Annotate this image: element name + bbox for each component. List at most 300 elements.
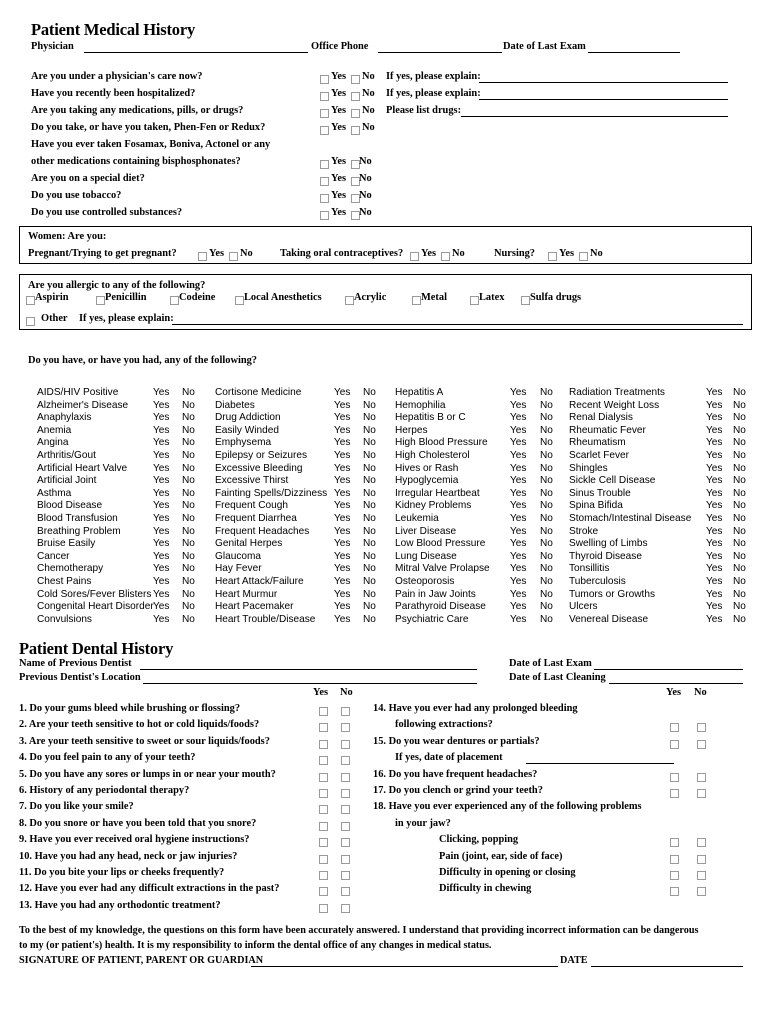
contraceptives-no-checkbox[interactable] <box>441 252 450 261</box>
condition-yes-option[interactable]: Yes <box>510 487 527 499</box>
condition-yes-option[interactable]: Yes <box>334 399 351 411</box>
signature-label: SIGNATURE OF PATIENT, PARENT OR GUARDIAN <box>19 955 264 966</box>
dental-question-no-checkbox[interactable] <box>697 855 706 864</box>
condition-no-option[interactable]: No <box>363 450 376 461</box>
condition-no-option[interactable]: No <box>182 487 195 499</box>
condition-yes-option[interactable]: Yes <box>334 538 351 550</box>
condition-label: Glaucoma <box>215 550 262 562</box>
condition-no-option[interactable]: No <box>540 475 553 487</box>
dental-question-no-checkbox[interactable] <box>697 723 706 732</box>
condition-no-option[interactable]: No <box>733 424 746 436</box>
q2-no-checkbox[interactable] <box>351 92 360 101</box>
condition-no-option[interactable]: No <box>733 475 746 487</box>
condition-label: Frequent Headaches <box>215 525 310 537</box>
office-phone-input[interactable] <box>378 52 502 53</box>
condition-no-option[interactable]: No <box>363 588 376 600</box>
allergy-metal-checkbox[interactable] <box>412 296 421 305</box>
condition-yes-option[interactable]: Yes <box>153 412 170 424</box>
condition-label: Hepatitis A <box>395 387 444 398</box>
pregnant-yes-checkbox[interactable] <box>198 252 207 261</box>
dental-question-no-checkbox[interactable] <box>341 904 350 913</box>
condition-yes-option[interactable]: Yes <box>510 500 527 512</box>
condition-yes-option[interactable]: Yes <box>153 462 170 474</box>
condition-no-option[interactable]: No <box>363 550 376 562</box>
dental-question-no-checkbox[interactable] <box>341 871 350 880</box>
consent-line-1: To the best of my knowledge, the questions on this form have been accurately answered. I understand that providing incorrect information can be dangerous <box>19 925 699 936</box>
dental-question-yes-checkbox[interactable] <box>319 855 328 864</box>
condition-no-option[interactable]: No <box>363 412 376 424</box>
condition-yes-option[interactable]: Yes <box>510 450 527 461</box>
allergy-latex-checkbox[interactable] <box>470 296 479 305</box>
condition-no-option[interactable]: No <box>363 462 376 474</box>
condition-no-option[interactable]: No <box>733 387 746 398</box>
dental-question-yes-checkbox[interactable] <box>319 723 328 732</box>
condition-yes-option[interactable]: Yes <box>706 576 723 587</box>
condition-no-option[interactable]: No <box>363 500 376 512</box>
q5-yes-checkbox[interactable] <box>320 160 329 169</box>
condition-yes-option[interactable]: Yes <box>706 588 723 600</box>
allergy-other-input[interactable] <box>172 324 743 325</box>
condition-no-option[interactable]: No <box>182 475 195 487</box>
condition-label: Diabetes <box>215 399 255 411</box>
condition-label: Spina Bifida <box>569 500 623 512</box>
condition-label: Thyroid Disease <box>569 550 642 562</box>
condition-no-option[interactable]: No <box>182 563 195 575</box>
q6-yes-label: Yes <box>331 173 347 184</box>
condition-yes-option[interactable]: Yes <box>706 500 723 512</box>
condition-yes-option[interactable]: Yes <box>153 576 170 587</box>
condition-label: Hay Fever <box>215 563 262 575</box>
condition-no-option[interactable]: No <box>733 462 746 474</box>
condition-no-option[interactable]: No <box>733 450 746 461</box>
medical-question-label: Have you recently been hospitalized? <box>31 88 196 99</box>
condition-label: Hemophilia <box>395 399 446 411</box>
condition-yes-option[interactable]: Yes <box>706 475 723 487</box>
condition-yes-option[interactable]: Yes <box>334 462 351 474</box>
condition-yes-option[interactable]: Yes <box>334 513 351 524</box>
q4-yes-checkbox[interactable] <box>320 126 329 135</box>
condition-yes-option[interactable]: Yes <box>510 550 527 562</box>
dental-last-cleaning-label: Date of Last Cleaning <box>509 672 606 683</box>
q8-yes-checkbox[interactable] <box>320 211 329 220</box>
condition-no-option[interactable]: No <box>363 399 376 411</box>
condition-label: Heart Trouble/Disease <box>215 613 316 625</box>
signature-input[interactable] <box>251 966 558 967</box>
q3-drugs-input[interactable] <box>461 116 728 117</box>
dental-last-cleaning-input[interactable] <box>609 683 743 684</box>
condition-yes-option[interactable]: Yes <box>334 412 351 424</box>
condition-yes-option[interactable]: Yes <box>510 399 527 411</box>
dental-question-yes-checkbox[interactable] <box>319 871 328 880</box>
dental-question-yes-checkbox[interactable] <box>670 789 679 798</box>
dental-question-label: following extractions? <box>395 719 493 731</box>
condition-yes-option[interactable]: Yes <box>334 500 351 512</box>
condition-label: Mitral Valve Prolapse <box>395 563 490 575</box>
condition-yes-option[interactable]: Yes <box>153 613 170 625</box>
condition-yes-option[interactable]: Yes <box>706 601 723 613</box>
condition-no-option[interactable]: No <box>540 437 553 449</box>
condition-yes-option[interactable]: Yes <box>334 525 351 537</box>
condition-yes-option[interactable]: Yes <box>706 387 723 398</box>
condition-yes-option[interactable]: Yes <box>706 462 723 474</box>
condition-no-option[interactable]: No <box>182 437 195 449</box>
dental-question-yes-checkbox[interactable] <box>670 887 679 896</box>
dental-question-no-checkbox[interactable] <box>341 789 350 798</box>
condition-yes-option[interactable]: Yes <box>153 387 170 398</box>
q1-followup-label: If yes, please explain: <box>386 71 481 82</box>
condition-no-option[interactable]: No <box>363 576 376 587</box>
condition-no-option[interactable]: No <box>540 500 553 512</box>
condition-yes-option[interactable]: Yes <box>334 450 351 461</box>
dental-question-yes-checkbox[interactable] <box>670 855 679 864</box>
condition-yes-option[interactable]: Yes <box>153 538 170 550</box>
condition-no-option[interactable]: No <box>540 538 553 550</box>
condition-label: Genital Herpes <box>215 538 283 550</box>
allergy-other-checkbox[interactable] <box>26 317 35 326</box>
q5-yes-label: Yes <box>331 156 347 167</box>
contraceptives-yes-checkbox[interactable] <box>410 252 419 261</box>
condition-yes-option[interactable]: Yes <box>510 424 527 436</box>
dental-question-no-checkbox[interactable] <box>341 707 350 716</box>
pregnant-label: Pregnant/Trying to get pregnant? <box>28 248 177 259</box>
denture-placement-date-input[interactable] <box>526 763 674 764</box>
condition-no-option[interactable]: No <box>182 450 195 461</box>
q8-no-label: No <box>359 207 372 218</box>
condition-no-option[interactable]: No <box>540 525 553 537</box>
condition-no-option[interactable]: No <box>540 601 553 613</box>
condition-no-option[interactable]: No <box>182 538 195 550</box>
nursing-no-checkbox[interactable] <box>579 252 588 261</box>
condition-label: Herpes <box>395 424 428 436</box>
condition-no-option[interactable]: No <box>363 563 376 575</box>
condition-no-option[interactable]: No <box>733 563 746 575</box>
q6-yes-checkbox[interactable] <box>320 177 329 186</box>
dental-question-no-checkbox[interactable] <box>341 740 350 749</box>
allergy-acrylic-checkbox[interactable] <box>345 296 354 305</box>
condition-yes-option[interactable]: Yes <box>510 613 527 625</box>
signature-date-input[interactable] <box>591 966 743 967</box>
q1-explain-input[interactable] <box>479 82 728 83</box>
dental-last-exam-input[interactable] <box>594 669 743 670</box>
dental-question-no-checkbox[interactable] <box>697 773 706 782</box>
condition-label: Osteoporosis <box>395 576 455 587</box>
condition-yes-option[interactable]: Yes <box>510 563 527 575</box>
dental-question-label: 10. Have you had any head, neck or jaw injuries? <box>19 850 238 862</box>
condition-label: Excessive Bleeding <box>215 462 303 474</box>
condition-label: Alzheimer's Disease <box>37 399 129 411</box>
condition-no-option[interactable]: No <box>182 412 195 424</box>
condition-no-option[interactable]: No <box>182 588 195 600</box>
condition-no-option[interactable]: No <box>182 500 195 512</box>
condition-label: Hepatitis B or C <box>395 412 466 424</box>
condition-yes-option[interactable]: Yes <box>510 475 527 487</box>
q3-no-label: No <box>362 105 375 116</box>
dental-question-yes-checkbox[interactable] <box>670 871 679 880</box>
dental-question-yes-checkbox[interactable] <box>670 740 679 749</box>
allergy-penicillin-checkbox[interactable] <box>96 296 105 305</box>
q2-no-label: No <box>362 88 375 99</box>
dental-question-label: 4. Do you feel pain to any of your teeth? <box>19 752 196 764</box>
condition-yes-option[interactable]: Yes <box>153 601 170 613</box>
condition-no-option[interactable]: No <box>733 588 746 600</box>
dental-question-yes-checkbox[interactable] <box>319 789 328 798</box>
condition-yes-option[interactable]: Yes <box>510 588 527 600</box>
condition-yes-option[interactable]: Yes <box>153 487 170 499</box>
condition-yes-option[interactable]: Yes <box>153 437 170 449</box>
condition-yes-option[interactable]: Yes <box>334 588 351 600</box>
condition-no-option[interactable]: No <box>540 412 553 424</box>
condition-yes-option[interactable]: Yes <box>706 487 723 499</box>
condition-yes-option[interactable]: Yes <box>706 563 723 575</box>
dental-question-no-checkbox[interactable] <box>341 838 350 847</box>
condition-no-option[interactable]: No <box>363 424 376 436</box>
condition-label: Lung Disease <box>395 550 457 562</box>
dental-question-no-checkbox[interactable] <box>697 838 706 847</box>
condition-label: Radiation Treatments <box>569 387 665 398</box>
condition-yes-option[interactable]: Yes <box>706 550 723 562</box>
previous-dentist-location-input[interactable] <box>143 683 477 684</box>
condition-yes-option[interactable]: Yes <box>334 563 351 575</box>
condition-no-option[interactable]: No <box>363 601 376 613</box>
dental-question-no-checkbox[interactable] <box>341 756 350 765</box>
condition-no-option[interactable]: No <box>733 550 746 562</box>
condition-yes-option[interactable]: Yes <box>706 437 723 449</box>
condition-no-option[interactable]: No <box>363 475 376 487</box>
q4-no-checkbox[interactable] <box>351 126 360 135</box>
condition-yes-option[interactable]: Yes <box>334 550 351 562</box>
condition-no-option[interactable]: No <box>733 399 746 411</box>
dental-question-no-checkbox[interactable] <box>341 773 350 782</box>
condition-yes-option[interactable]: Yes <box>510 601 527 613</box>
condition-yes-option[interactable]: Yes <box>153 424 170 436</box>
condition-no-option[interactable]: No <box>733 513 746 524</box>
dental-question-yes-checkbox[interactable] <box>319 838 328 847</box>
condition-label: Asthma <box>37 487 72 499</box>
dental-question-no-checkbox[interactable] <box>697 789 706 798</box>
date-last-exam-input[interactable] <box>588 52 680 53</box>
q1-no-checkbox[interactable] <box>351 75 360 84</box>
q7-yes-label: Yes <box>331 190 347 201</box>
condition-no-option[interactable]: No <box>540 513 553 524</box>
allergy-aspirin-label: Aspirin <box>35 292 69 303</box>
condition-yes-option[interactable]: Yes <box>334 601 351 613</box>
condition-label: Anaphylaxis <box>37 412 92 424</box>
condition-no-option[interactable]: No <box>182 399 195 411</box>
condition-label: Low Blood Pressure <box>395 538 486 550</box>
condition-yes-option[interactable]: Yes <box>334 437 351 449</box>
condition-no-option[interactable]: No <box>540 462 553 474</box>
condition-label: Renal Dialysis <box>569 412 633 424</box>
condition-no-option[interactable]: No <box>540 563 553 575</box>
medical-question-label: Have you ever taken Fosamax, Boniva, Actonel or any <box>31 139 271 150</box>
condition-yes-option[interactable]: Yes <box>153 399 170 411</box>
dental-question-label: 8. Do you snore or have you been told that you snore? <box>19 817 257 829</box>
q4-yes-label: Yes <box>331 122 347 133</box>
condition-yes-option[interactable]: Yes <box>153 475 170 487</box>
condition-yes-option[interactable]: Yes <box>510 387 527 398</box>
nursing-label: Nursing? <box>494 248 535 259</box>
dental-question-yes-checkbox[interactable] <box>319 740 328 749</box>
condition-yes-option[interactable]: Yes <box>153 450 170 461</box>
condition-no-option[interactable]: No <box>733 601 746 613</box>
condition-no-option[interactable]: No <box>733 412 746 424</box>
condition-label: Fainting Spells/Dizziness <box>215 487 328 499</box>
dental-question-yes-checkbox[interactable] <box>319 756 328 765</box>
dental-question-yes-checkbox[interactable] <box>319 773 328 782</box>
condition-no-option[interactable]: No <box>363 525 376 537</box>
dental-question-label: 18. Have you ever experienced any of the following problems <box>373 801 642 813</box>
condition-no-option[interactable]: No <box>540 576 553 587</box>
condition-yes-option[interactable]: Yes <box>706 513 723 524</box>
dental-question-label: 9. Have you ever received oral hygiene instructions? <box>19 834 250 846</box>
nursing-yes-checkbox[interactable] <box>548 252 557 261</box>
condition-yes-option[interactable]: Yes <box>334 576 351 587</box>
dental-question-label: Pain (joint, ear, side of face) <box>439 850 563 862</box>
q3-yes-checkbox[interactable] <box>320 109 329 118</box>
condition-label: Sickle Cell Disease <box>569 475 656 487</box>
dental-question-no-checkbox[interactable] <box>341 723 350 732</box>
condition-yes-option[interactable]: Yes <box>706 399 723 411</box>
condition-no-option[interactable]: No <box>733 538 746 550</box>
condition-label: Bruise Easily <box>37 538 96 550</box>
dental-question-no-checkbox[interactable] <box>341 805 350 814</box>
dental-question-yes-checkbox[interactable] <box>319 887 328 896</box>
condition-yes-option[interactable]: Yes <box>334 387 351 398</box>
condition-no-option[interactable]: No <box>182 550 195 562</box>
condition-no-option[interactable]: No <box>363 513 376 524</box>
dental-question-yes-checkbox[interactable] <box>670 723 679 732</box>
dental-question-no-checkbox[interactable] <box>697 740 706 749</box>
condition-yes-option[interactable]: Yes <box>153 525 170 537</box>
condition-yes-option[interactable]: Yes <box>334 487 351 499</box>
condition-yes-option[interactable]: Yes <box>706 525 723 537</box>
condition-no-option[interactable]: No <box>540 613 553 625</box>
condition-no-option[interactable]: No <box>540 487 553 499</box>
q2-yes-checkbox[interactable] <box>320 92 329 101</box>
condition-yes-option[interactable]: Yes <box>334 424 351 436</box>
dental-question-no-checkbox[interactable] <box>341 822 350 831</box>
dental-question-no-checkbox[interactable] <box>697 887 706 896</box>
condition-yes-option[interactable]: Yes <box>510 462 527 474</box>
condition-yes-option[interactable]: Yes <box>510 412 527 424</box>
dental-question-yes-checkbox[interactable] <box>670 773 679 782</box>
condition-yes-option[interactable]: Yes <box>706 424 723 436</box>
dental-question-yes-checkbox[interactable] <box>319 904 328 913</box>
condition-label: High Blood Pressure <box>395 437 488 449</box>
condition-no-option[interactable]: No <box>182 576 195 587</box>
allergy-local-anesthetics-checkbox[interactable] <box>235 296 244 305</box>
condition-yes-option[interactable]: Yes <box>153 563 170 575</box>
dental-question-yes-checkbox[interactable] <box>670 838 679 847</box>
condition-no-option[interactable]: No <box>540 424 553 436</box>
condition-no-option[interactable]: No <box>363 538 376 550</box>
condition-label: Psychiatric Care <box>395 613 469 625</box>
q3-no-checkbox[interactable] <box>351 109 360 118</box>
condition-yes-option[interactable]: Yes <box>153 588 170 600</box>
allergy-aspirin-checkbox[interactable] <box>26 296 35 305</box>
pregnant-no-checkbox[interactable] <box>229 252 238 261</box>
condition-label: Anemia <box>37 424 72 436</box>
condition-no-option[interactable]: No <box>182 462 195 474</box>
condition-yes-option[interactable]: Yes <box>334 475 351 487</box>
condition-yes-option[interactable]: Yes <box>510 525 527 537</box>
allergy-sulfa-drugs-checkbox[interactable] <box>521 296 530 305</box>
condition-no-option[interactable]: No <box>540 387 553 398</box>
q2-yes-label: Yes <box>331 88 347 99</box>
condition-label: Breathing Problem <box>37 525 121 537</box>
condition-no-option[interactable]: No <box>540 550 553 562</box>
dental-question-no-checkbox[interactable] <box>341 887 350 896</box>
dental-question-no-checkbox[interactable] <box>341 855 350 864</box>
condition-no-option[interactable]: No <box>733 576 746 587</box>
condition-yes-option[interactable]: Yes <box>510 576 527 587</box>
condition-no-option[interactable]: No <box>363 613 376 625</box>
condition-label: Cancer <box>37 550 70 562</box>
condition-yes-option[interactable]: Yes <box>153 550 170 562</box>
condition-yes-option[interactable]: Yes <box>706 412 723 424</box>
allergy-codeine-checkbox[interactable] <box>170 296 179 305</box>
condition-no-option[interactable]: No <box>363 437 376 449</box>
physician-label: Physician <box>31 41 74 52</box>
dental-question-no-checkbox[interactable] <box>697 871 706 880</box>
condition-yes-option[interactable]: Yes <box>510 538 527 550</box>
q7-no-label: No <box>359 190 372 201</box>
condition-no-option[interactable]: No <box>733 487 746 499</box>
condition-no-option[interactable]: No <box>540 399 553 411</box>
condition-yes-option[interactable]: Yes <box>334 613 351 625</box>
physician-input[interactable] <box>84 52 308 53</box>
condition-no-option[interactable]: No <box>182 387 195 398</box>
condition-no-option[interactable]: No <box>540 588 553 600</box>
condition-no-option[interactable]: No <box>733 525 746 537</box>
condition-no-option[interactable]: No <box>733 437 746 449</box>
dental-question-yes-checkbox[interactable] <box>319 805 328 814</box>
q7-yes-checkbox[interactable] <box>320 194 329 203</box>
condition-no-option[interactable]: No <box>733 613 746 625</box>
condition-no-option[interactable]: No <box>540 450 553 461</box>
condition-yes-option[interactable]: Yes <box>510 437 527 449</box>
dental-question-yes-checkbox[interactable] <box>319 707 328 716</box>
condition-yes-option[interactable]: Yes <box>706 613 723 625</box>
condition-no-option[interactable]: No <box>363 487 376 499</box>
condition-yes-option[interactable]: Yes <box>510 513 527 524</box>
condition-yes-option[interactable]: Yes <box>706 450 723 461</box>
condition-no-option[interactable]: No <box>182 525 195 537</box>
q1-yes-checkbox[interactable] <box>320 75 329 84</box>
previous-dentist-input[interactable] <box>140 669 477 670</box>
condition-no-option[interactable]: No <box>733 500 746 512</box>
condition-label: Easily Winded <box>215 424 279 436</box>
condition-no-option[interactable]: No <box>363 387 376 398</box>
condition-yes-option[interactable]: Yes <box>706 538 723 550</box>
q2-explain-input[interactable] <box>479 99 728 100</box>
condition-label: Hives or Rash <box>395 462 459 474</box>
condition-no-option[interactable]: No <box>182 601 195 613</box>
condition-no-option[interactable]: No <box>182 613 195 625</box>
condition-label: Chest Pains <box>37 576 92 587</box>
dental-question-label: 17. Do you clench or grind your teeth? <box>373 785 543 796</box>
condition-yes-option[interactable]: Yes <box>153 500 170 512</box>
condition-no-option[interactable]: No <box>182 424 195 436</box>
condition-label: Arthritis/Gout <box>37 450 96 461</box>
dental-question-yes-checkbox[interactable] <box>319 822 328 831</box>
condition-no-option[interactable]: No <box>182 513 195 524</box>
condition-label: Irregular Heartbeat <box>395 487 480 499</box>
condition-yes-option[interactable]: Yes <box>153 513 170 524</box>
condition-label: Venereal Disease <box>569 613 649 625</box>
dental-question-label: 12. Have you ever had any difficult extractions in the past? <box>19 883 280 895</box>
medical-question-label: Are you under a physician's care now? <box>31 71 203 82</box>
